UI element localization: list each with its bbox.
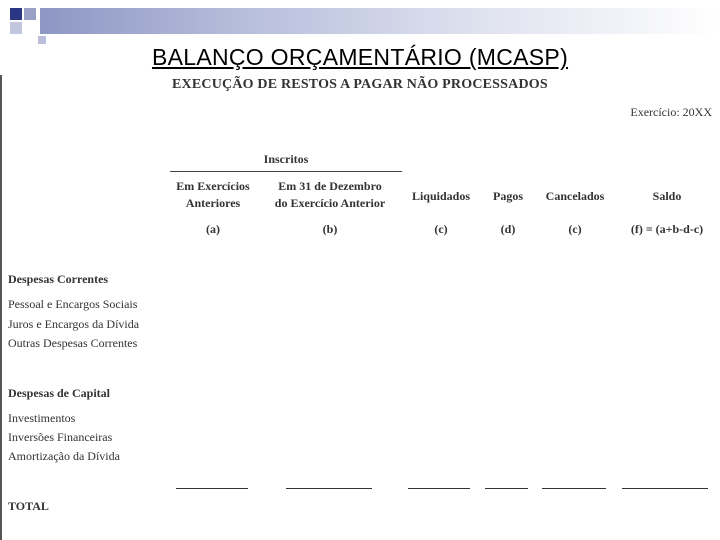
column-header-line2: Anteriores — [185, 196, 241, 210]
column-header-e — [538, 188, 612, 205]
group-header-inscritos: Inscritos — [263, 152, 309, 166]
column-header-b — [266, 178, 394, 212]
exercise-year: Exercício: 20XX — [630, 105, 712, 119]
column-code-e: (c) — [568, 222, 582, 236]
column-header-a — [170, 178, 256, 212]
column-header-line1: Pagos — [493, 189, 523, 203]
document-title: EXECUÇÃO DE RESTOS A PAGAR NÃO PROCESSADOS — [172, 77, 548, 92]
slide-title: BALANÇO ORÇAMENTÁRIO (MCASP) — [151, 44, 569, 70]
decor-square — [24, 8, 36, 20]
column-code-b: (b) — [322, 222, 338, 236]
column-header-line1: Em Exercícios — [176, 179, 250, 193]
column-header-line1: Cancelados — [545, 189, 605, 203]
column-header-c — [404, 188, 478, 205]
decor-square — [10, 22, 22, 34]
section-title-despesas-capital: Despesas de Capital — [8, 386, 111, 400]
section-title-despesas-correntes: Despesas Correntes — [8, 272, 109, 286]
header-gradient-bar — [40, 8, 720, 34]
decor-square — [10, 8, 22, 20]
column-code-c: (c) — [434, 222, 448, 236]
left-border-line — [0, 75, 2, 540]
decor-square — [38, 36, 46, 44]
row-label: Juros e Encargos da Dívida — [8, 317, 140, 331]
column-header-line1: Saldo — [652, 189, 682, 203]
group-header-underline — [170, 171, 402, 172]
column-header-line2: do Exercício Anterior — [274, 196, 386, 210]
column-header-line1: Em 31 de Dezembro — [278, 179, 382, 193]
row-label: Pessoal e Encargos Sociais — [8, 297, 138, 311]
column-code-a: (a) — [206, 222, 220, 236]
column-header-line1: Liquidados — [411, 189, 471, 203]
decor-square — [24, 22, 36, 34]
column-header-f — [620, 188, 714, 205]
column-header-d — [483, 188, 533, 205]
total-underline-f — [622, 488, 708, 489]
row-label: Amortização da Dívida — [8, 449, 120, 463]
row-label: Inversões Financeiras — [8, 430, 113, 444]
row-label: Investimentos — [8, 411, 76, 425]
total-underline-c — [408, 488, 470, 489]
total-label: TOTAL — [8, 499, 49, 513]
total-underline-b — [286, 488, 372, 489]
column-code-f: (f) = (a+b-d-c) — [630, 222, 704, 236]
total-underline-d — [485, 488, 528, 489]
row-label: Outras Despesas Correntes — [8, 336, 138, 350]
total-underline-e — [542, 488, 606, 489]
total-underline-a — [176, 488, 248, 489]
column-code-d: (d) — [500, 222, 516, 236]
